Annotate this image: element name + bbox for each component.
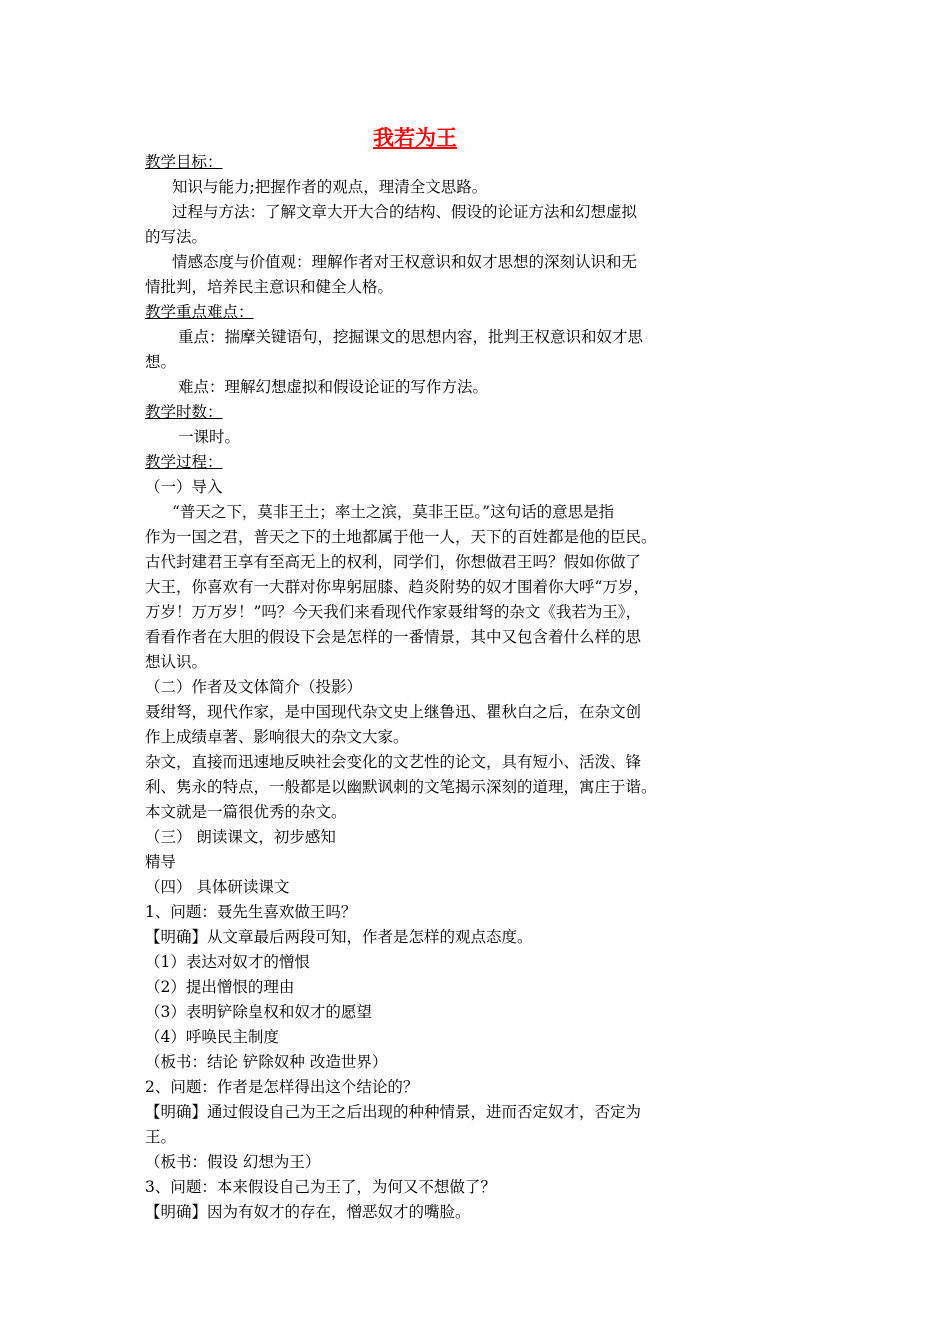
goal-knowledge: 知识与能力;把握作者的观点，理清全文思路。	[172, 178, 488, 196]
key-point-cont: 想。	[145, 353, 177, 371]
question-2: 2、问题：作者是怎样得出这个结论的？	[145, 1078, 419, 1096]
answer-1-item-1: （1）表达对奴才的憎恨	[145, 953, 310, 971]
board-note-2: （板书：假设 幻想为王）	[145, 1153, 321, 1171]
intro-para-line-2: 作为一国之君，普天之下的土地都属于他一人，天下的百姓都是他的臣民。	[145, 528, 657, 546]
genre-line-3: 本文就是一篇很优秀的杂文。	[145, 803, 347, 821]
question-3: 3、问题：本来假设自己为王了，为何又不想做了？	[145, 1178, 496, 1196]
key-point: 重点：揣摩关键语句，挖掘课文的思想内容，批判王权意识和奴才思	[178, 328, 644, 346]
question-1: 1、问题：聂先生喜欢做王吗？	[145, 903, 357, 921]
section-intro: （一）导入	[145, 478, 223, 496]
answer-1-item-3: （3）表明铲除皇权和奴才的愿望	[145, 1003, 372, 1021]
teaching-hours: 一课时。	[178, 428, 241, 446]
goal-process: 过程与方法：了解文章大开大合的结构、假设的论证方法和幻想虚拟	[172, 203, 638, 221]
section-reading: （三） 朗读课文，初步感知	[145, 828, 336, 846]
section-author: （二）作者及文体简介（投影）	[145, 678, 363, 696]
author-line-2: 作上成绩卓著、影响很大的杂文大家。	[145, 728, 409, 746]
intro-para-line-5: 万岁！万万岁！”吗？今天我们来看现代作家聂绀弩的杂文《我若为王》，	[145, 603, 642, 621]
answer-1-item-4: （4）呼唤民主制度	[145, 1028, 279, 1046]
heading-teaching-goals: 教学目标：	[145, 153, 223, 171]
board-note-1: （板书：结论 铲除奴种 改造世界）	[145, 1053, 388, 1071]
intro-para-line-7: 想认识。	[145, 653, 208, 671]
intro-para-line-1: “普天之下，莫非王土；率土之滨，莫非王臣。”这句话的意思是指	[172, 503, 615, 521]
intro-para-line-3: 古代封建君王享有至高无上的权利，同学们，你想做君王吗？假如你做了	[145, 553, 642, 571]
heading-teaching-hours: 教学时数：	[145, 403, 223, 421]
author-line-1: 聂绀弩，现代作家，是中国现代杂文史上继鲁迅、瞿秋白之后，在杂文创	[145, 703, 642, 721]
intro-para-line-6: 看看作者在大胆的假设下会是怎样的一番情景，其中又包含着什么样的思	[145, 628, 642, 646]
intro-para-line-4: 大王，你喜欢有一大群对你卑躬屈膝、趋炎附势的奴才围着你大呼“万岁，	[145, 578, 649, 596]
section-study: （四） 具体研读课文	[145, 878, 290, 896]
goal-attitude-cont: 情批判，培养民主意识和健全人格。	[145, 278, 394, 296]
difficult-point: 难点：理解幻想虚拟和假设论证的写作方法。	[178, 378, 489, 396]
section-guide: 精导	[145, 853, 177, 871]
goal-attitude: 情感态度与价值观：理解作者对王权意识和奴才思想的深刻认识和无	[172, 253, 638, 271]
genre-line-2: 利、隽永的特点，一般都是以幽默讽刺的文笔揭示深刻的道理，寓庄于谐。	[145, 778, 657, 796]
answer-2-cont: 王。	[145, 1128, 177, 1146]
answer-1-item-2: （2）提出憎恨的理由	[145, 978, 295, 996]
answer-2: 【明确】通过假设自己为王之后出现的种种情景，进而否定奴才，否定为	[145, 1103, 642, 1121]
goal-process-cont: 的写法。	[145, 228, 208, 246]
answer-1: 【明确】从文章最后两段可知，作者是怎样的观点态度。	[145, 928, 533, 946]
heading-key-points: 教学重点难点：	[145, 303, 254, 321]
answer-3: 【明确】因为有奴才的存在，憎恶奴才的嘴脸。	[145, 1203, 471, 1221]
heading-teaching-process: 教学过程：	[145, 453, 223, 471]
genre-line-1: 杂文，直接而迅速地反映社会变化的文艺性的论文，具有短小、活泼、锋	[145, 753, 642, 771]
document-title: 我若为王	[373, 126, 457, 150]
